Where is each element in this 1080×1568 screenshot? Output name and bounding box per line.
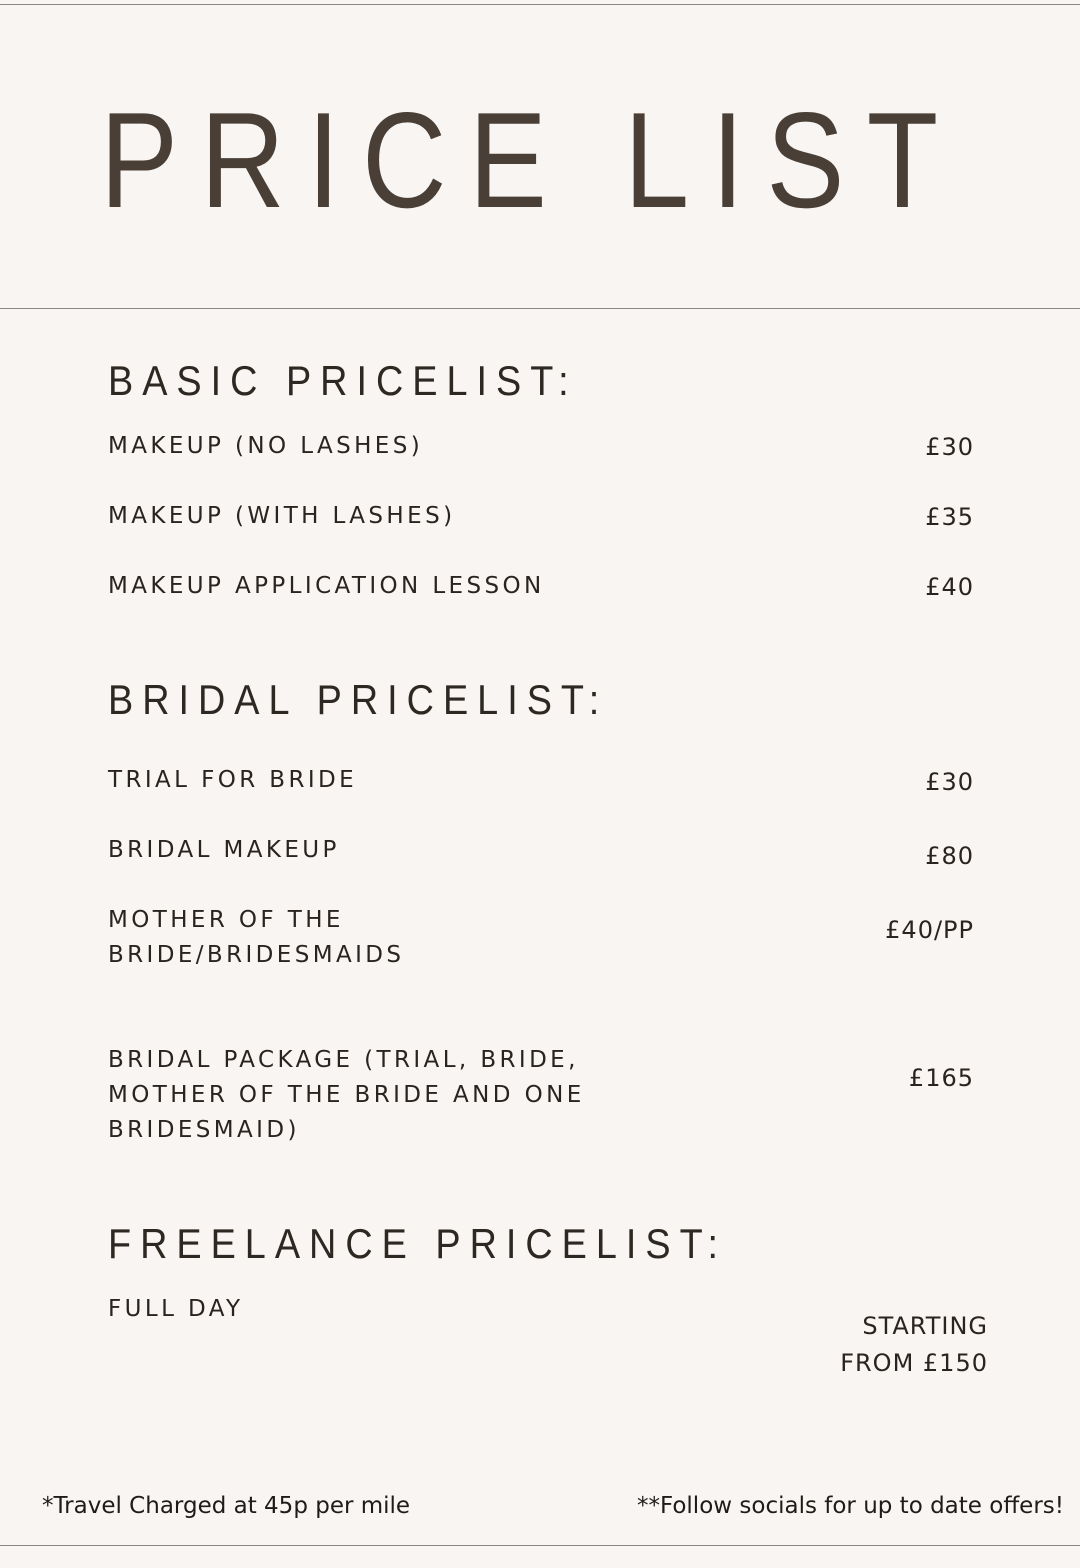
bridal-item-package xyxy=(108,1043,585,1148)
basic-price-makeup-with-lashes: £35 xyxy=(925,503,974,531)
bottom-divider xyxy=(0,1545,1080,1546)
item-line: BRIDE/BRIDESMAIDS xyxy=(108,942,405,968)
price-line: FROM £150 xyxy=(840,1349,988,1377)
top-divider xyxy=(0,4,1080,5)
socials-note: **Follow socials for up to date offers! xyxy=(636,1493,1064,1519)
freelance-price-full-day xyxy=(840,1308,988,1382)
basic-item-application-lesson: MAKEUP APPLICATION LESSON xyxy=(108,573,545,599)
basic-item-makeup-with-lashes: MAKEUP (WITH LASHES) xyxy=(108,503,456,529)
bridal-price-mother-bridesmaids: £40/PP xyxy=(885,916,974,944)
travel-charge-note: *Travel Charged at 45p per mile xyxy=(42,1493,411,1519)
bridal-price-package: £165 xyxy=(908,1064,974,1092)
page-title: PRICE LIST xyxy=(100,84,961,236)
bridal-pricelist-heading: BRIDAL PRICELIST: xyxy=(108,676,609,723)
item-line: BRIDAL PACKAGE (TRIAL, BRIDE, xyxy=(108,1047,579,1073)
price-line: STARTING xyxy=(862,1312,988,1340)
basic-item-makeup-no-lashes: MAKEUP (NO LASHES) xyxy=(108,433,424,459)
item-line: BRIDESMAID) xyxy=(108,1117,300,1143)
freelance-item-full-day: FULL DAY xyxy=(108,1296,244,1322)
bridal-item-mother-bridesmaids xyxy=(108,903,404,973)
bridal-price-bridal-makeup: £80 xyxy=(925,842,974,870)
basic-pricelist-heading: BASIC PRICELIST: xyxy=(108,357,578,404)
item-line: MOTHER OF THE xyxy=(108,907,344,933)
bridal-item-bridal-makeup: BRIDAL MAKEUP xyxy=(108,837,340,863)
item-line: MOTHER OF THE BRIDE AND ONE xyxy=(108,1082,585,1108)
basic-price-application-lesson: £40 xyxy=(925,573,974,601)
basic-price-makeup-no-lashes: £30 xyxy=(925,433,974,461)
freelance-pricelist-heading: FREELANCE PRICELIST: xyxy=(108,1220,728,1267)
title-divider xyxy=(0,308,1080,309)
bridal-item-trial: TRIAL FOR BRIDE xyxy=(108,767,358,793)
bridal-price-trial: £30 xyxy=(925,768,974,796)
